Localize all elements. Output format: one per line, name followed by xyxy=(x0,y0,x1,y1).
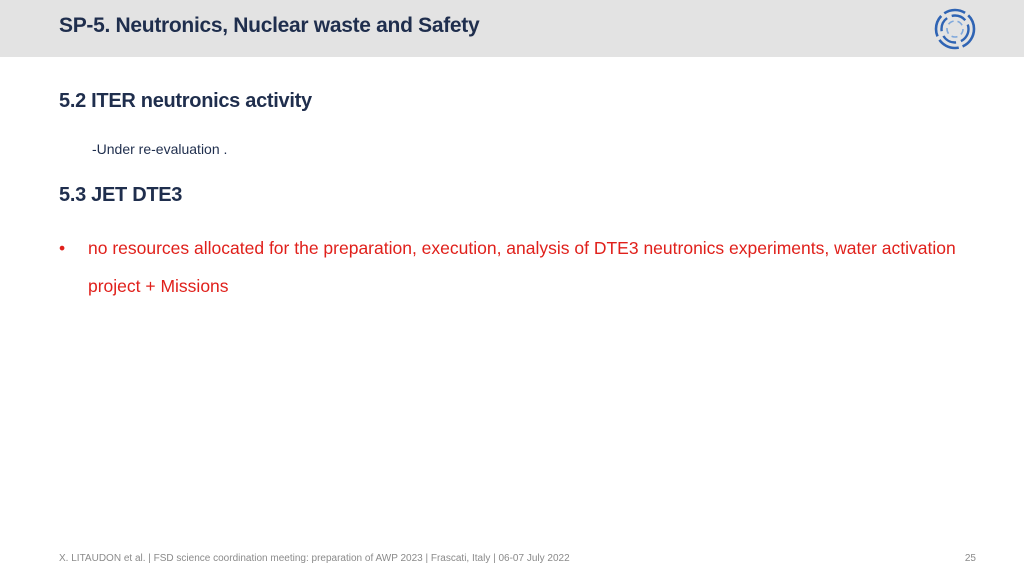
iter-status-note: -Under re-evaluation . xyxy=(92,141,228,157)
bullet-item xyxy=(59,235,989,305)
bullet-icon: • xyxy=(59,238,66,258)
footer-citation: X. LITAUDON et al. | FSD science coordination meeting: preparation of AWP 2023 | Frascati, Italy | 06-07 July 2022 xyxy=(59,553,570,564)
section-heading-iter: 5.2 ITER neutronics activity xyxy=(59,90,312,112)
fusion-ring-logo xyxy=(934,8,976,50)
section-heading-jet: 5.3 JET DTE3 xyxy=(59,184,183,206)
page-number: 25 xyxy=(964,553,976,564)
header-bar xyxy=(0,0,1024,57)
bullet-text: no resources allocated for the preparation, execution, analysis of DTE3 neutronics experiments, water activation project + Missions xyxy=(88,238,956,296)
slide-title: SP-5. Neutronics, Nuclear waste and Safety xyxy=(59,14,480,37)
